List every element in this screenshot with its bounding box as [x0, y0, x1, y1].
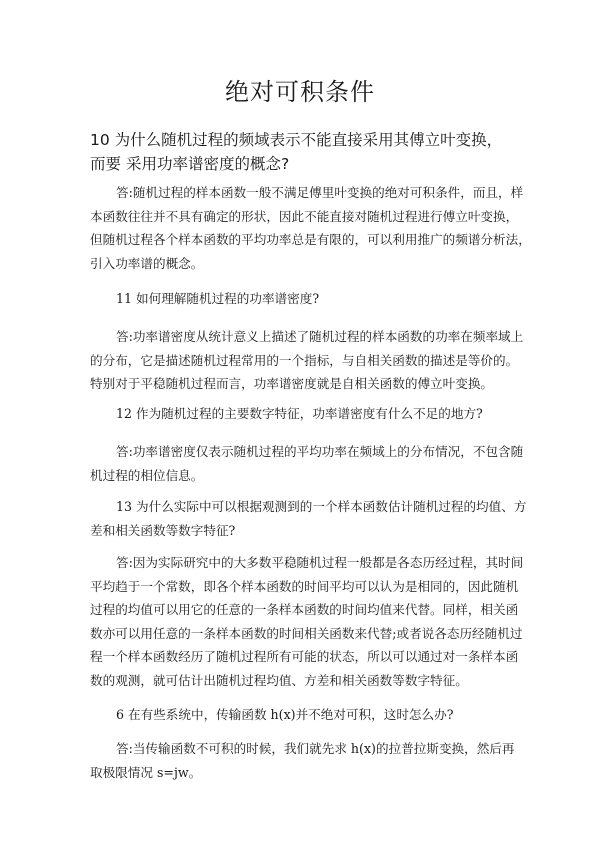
- heading-line: 采用功率谱密度的概念?: [125, 155, 290, 173]
- text-line: 的分布，它是描述随机过程常用的一个指标，与自相关函数的描述是等价的。: [90, 352, 519, 368]
- question-11-paragraph: [90, 287, 510, 311]
- text-line: 本函数往往并不具有确定的形状，因此不能直接对随机过程进行傅立叶变换，: [90, 208, 519, 224]
- text-line: 数的观测，就可估计出随机过程均值、方差和相关函数等数字特征。: [90, 672, 468, 688]
- text-line: 差和相关函数等数字特征?: [90, 522, 236, 538]
- text-line: 答:功率谱密度仅表示随机过程的平均功率在频域上的分布情况，不包含随: [116, 444, 524, 459]
- answer-11-paragraph: [90, 325, 524, 396]
- text-line: 特别对于平稳随机过程而言，功率谱密度就是自相关函数的傅立叶变换。: [90, 376, 493, 391]
- text-line: 过程的均值可以用它的任意的一条样本函数的时间均值来代替。同样，相关函: [90, 602, 519, 617]
- answer-10-paragraph: [90, 181, 531, 275]
- text-line: 11 如何理解随机过程的功率谱密度?: [116, 291, 320, 306]
- document-title: 绝对可积条件: [225, 78, 375, 106]
- text-line: 取极限情况 s=jw。: [90, 764, 202, 780]
- answer-13-paragraph: [90, 551, 524, 692]
- question-10-heading: [90, 128, 510, 176]
- text-line: 答:功率谱密度从统计意义上描述了随机过程的样本函数的功率在频率域上: [116, 329, 524, 344]
- text-line: 平均趋于一个常数，即各个样本函数的时间平均可以认为是相同的，因此随机: [90, 578, 519, 594]
- question-12-paragraph: [90, 402, 510, 426]
- text-line: 6 在有些系统中，传输函数 h(x)并不绝对可积，这时怎么办?: [116, 707, 454, 722]
- text-line: 答:随机过程的样本函数一般不满足傅里叶变换的绝对可积条件，而且，样: [116, 185, 524, 200]
- text-line: 数亦可以用任意的一条样本函数的时间相关函数来代替;或者说各态历经随机过: [90, 625, 523, 641]
- text-line: 但随机过程各个样本函数的平均功率总是有限的，可以利用推广的频谱分析法，: [90, 232, 531, 247]
- text-line: 程一个样本函数经历了随机过程所有可能的状态，所以可以通过对一条样本函: [90, 649, 519, 664]
- text-line: 答:当传输函数不可积的时候，我们就先求 h(x)的拉普拉斯变换，然后再: [116, 741, 515, 756]
- question-13-paragraph: [90, 495, 527, 542]
- text-line: 引入功率谱的概念。: [90, 255, 204, 271]
- text-line: 13 为什么实际中可以根据观测到的一个样本函数估计随机过程的均值、方: [116, 499, 527, 514]
- answer-6-paragraph: [90, 737, 515, 784]
- answer-12-paragraph: [90, 440, 524, 487]
- text-line: 机过程的相位信息。: [90, 467, 204, 483]
- text-line: 答:因为实际研究中的大多数平稳随机过程一般都是各态历经过程，其时间: [116, 555, 524, 570]
- question-6-paragraph: [90, 703, 510, 727]
- text-line: 12 作为随机过程的主要数字特征，功率谱密度有什么不足的地方?: [116, 406, 483, 421]
- heading-line: 10 为什么随机过程的频域表示不能直接采用其傅立叶变换，而要: [90, 131, 503, 173]
